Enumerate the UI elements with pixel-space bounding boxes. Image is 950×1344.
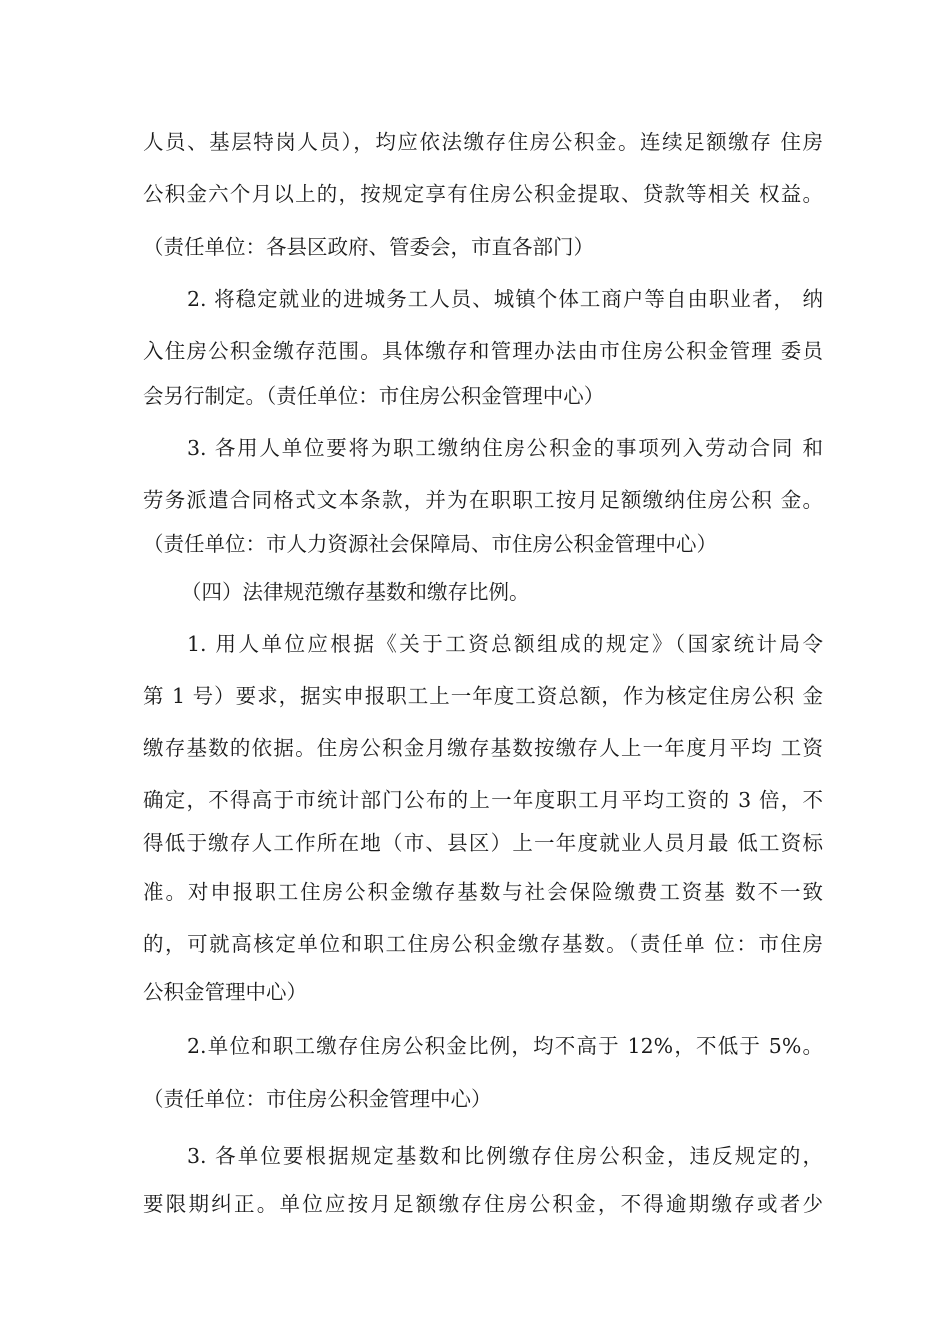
paragraph-line: 准。对申报职工住房公积金缴存基数与社会保险缴费工资基 数不一致 bbox=[143, 880, 823, 904]
paragraph-line: 2. 将稳定就业的进城务工人员、城镇个体工商户等自由职业者， 纳 bbox=[187, 287, 823, 311]
paragraph-line: 公积金管理中心） bbox=[143, 980, 307, 1004]
paragraph-line: 2.单位和职工缴存住房公积金比例，均不高于 12%，不低于 5%。 bbox=[187, 1034, 823, 1058]
paragraph-line: 第 1 号）要求，据实申报职工上一年度工资总额，作为核定住房公积 金 bbox=[143, 684, 823, 708]
paragraph-line: 的，可就高核定单位和职工住房公积金缴存基数。（责任单 位：市住房 bbox=[143, 932, 823, 956]
paragraph-line: （责任单位：市人力资源社会保障局、市住房公积金管理中心） bbox=[143, 532, 717, 556]
paragraph-line: 3. 各单位要根据规定基数和比例缴存住房公积金，违反规定的， bbox=[187, 1144, 823, 1168]
paragraph-line: 劳务派遣合同格式文本条款，并为在职职工按月足额缴纳住房公积 金。 bbox=[143, 488, 823, 512]
paragraph-line: （责任单位：市住房公积金管理中心） bbox=[143, 1087, 492, 1111]
paragraph-line: 1. 用人单位应根据《关于工资总额组成的规定》（国家统计局令 bbox=[187, 632, 823, 656]
paragraph-line: 3. 各用人单位要将为职工缴纳住房公积金的事项列入劳动合同 和 bbox=[187, 436, 823, 460]
paragraph-line: 会另行制定。（责任单位：市住房公积金管理中心） bbox=[143, 384, 605, 408]
paragraph-line: 得低于缴存人工作所在地（市、县区）上一年度就业人员月最 低工资标 bbox=[143, 831, 823, 855]
paragraph-line: 入住房公积金缴存范围。具体缴存和管理办法由市住房公积金管理 委员 bbox=[143, 339, 823, 363]
paragraph-line: 要限期纠正。单位应按月足额缴存住房公积金，不得逾期缴存或者少 bbox=[143, 1192, 823, 1216]
paragraph-line: 公积金六个月以上的，按规定享有住房公积金提取、贷款等相关 权益。 bbox=[143, 182, 823, 206]
paragraph-line: 人员、基层特岗人员），均应依法缴存住房公积金。连续足额缴存 住房 bbox=[143, 130, 823, 154]
paragraph-line: 缴存基数的依据。住房公积金月缴存基数按缴存人上一年度月平均 工资 bbox=[143, 736, 823, 760]
paragraph-line: （责任单位：各县区政府、管委会，市直各部门） bbox=[143, 235, 594, 259]
section-heading: （四）法律规范缴存基数和缴存比例。 bbox=[181, 580, 530, 604]
paragraph-line: 确定，不得高于市统计部门公布的上一年度职工月平均工资的 3 倍，不 bbox=[143, 788, 823, 812]
